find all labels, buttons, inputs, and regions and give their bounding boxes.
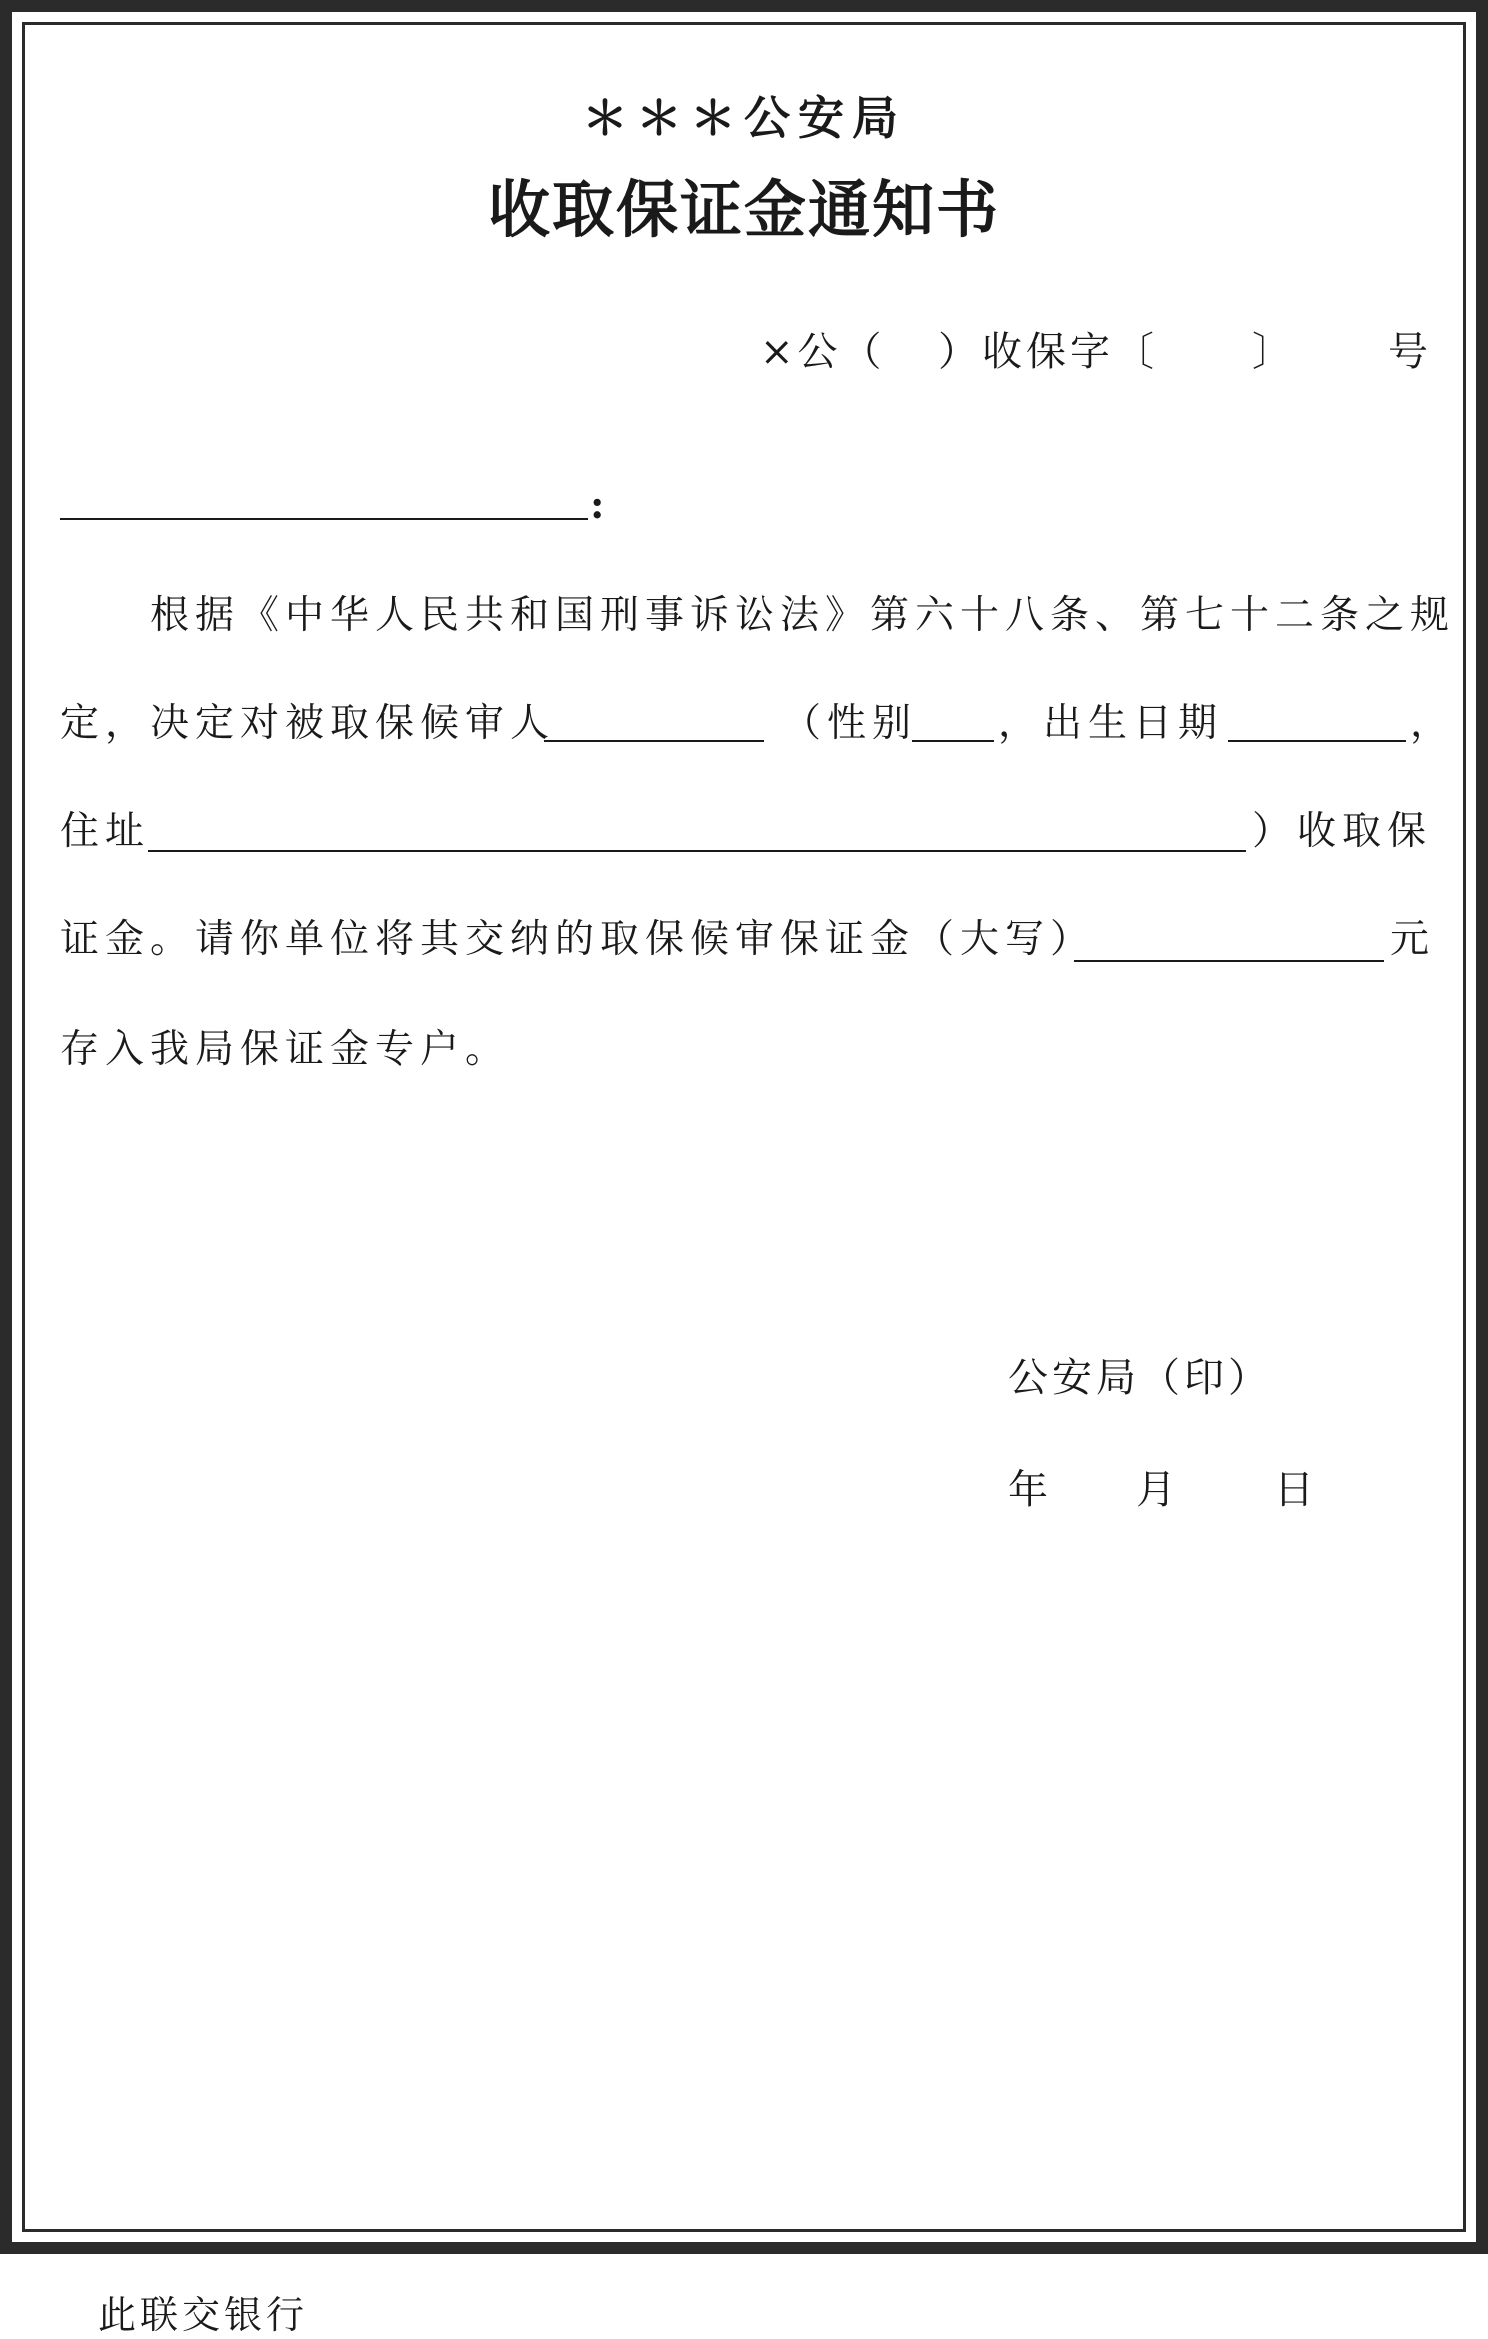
doc-number-prefix: ×公（ bbox=[760, 329, 886, 375]
gender-blank[interactable] bbox=[912, 740, 994, 742]
body-line-4-text: 证金。请你单位将其交纳的取保候审保证金（大写） bbox=[60, 917, 1096, 962]
document-title: 收取保证金通知书 bbox=[487, 173, 1000, 246]
amount-blank[interactable] bbox=[1074, 960, 1384, 962]
document-inner-border bbox=[22, 22, 1466, 2232]
doc-number-close-bracket: 〕 bbox=[1252, 329, 1296, 375]
body-line-1: 根据《中华人民共和国刑事诉讼法》第六十八条、第七十二条之规 bbox=[150, 593, 1456, 638]
recipient-colon: : bbox=[590, 482, 611, 528]
date-year-label: 年 bbox=[1008, 1467, 1052, 1513]
doc-number-mid: ）收保字〔 bbox=[938, 329, 1158, 375]
birth-date-label: ，出生日期 bbox=[998, 701, 1224, 746]
body-line-2-text: 定，决定对被取保候审人 bbox=[60, 701, 556, 746]
recipient-blank[interactable] bbox=[60, 518, 588, 520]
birth-date-blank[interactable] bbox=[1228, 740, 1406, 742]
doc-number-suffix: 号 bbox=[1388, 329, 1432, 375]
suspect-name-blank[interactable] bbox=[544, 740, 764, 742]
gender-label: （性别 bbox=[782, 701, 918, 746]
line-2-comma: ， bbox=[1410, 701, 1456, 746]
date-month-label: 月 bbox=[1136, 1467, 1180, 1513]
address-label: 住址 bbox=[60, 809, 151, 854]
issuer-seal-label: 公安局（印） bbox=[1008, 1355, 1272, 1401]
address-blank[interactable] bbox=[148, 850, 1246, 852]
copy-destination-note: 此联交银行 bbox=[98, 2293, 309, 2337]
currency-unit: 元 bbox=[1390, 917, 1436, 962]
body-line-5: 存入我局保证金专户。 bbox=[60, 1027, 511, 1072]
line-3-tail: ）收取保 bbox=[1252, 809, 1433, 854]
date-day-label: 日 bbox=[1274, 1467, 1318, 1513]
agency-name: ＊＊＊公安局 bbox=[582, 91, 906, 145]
